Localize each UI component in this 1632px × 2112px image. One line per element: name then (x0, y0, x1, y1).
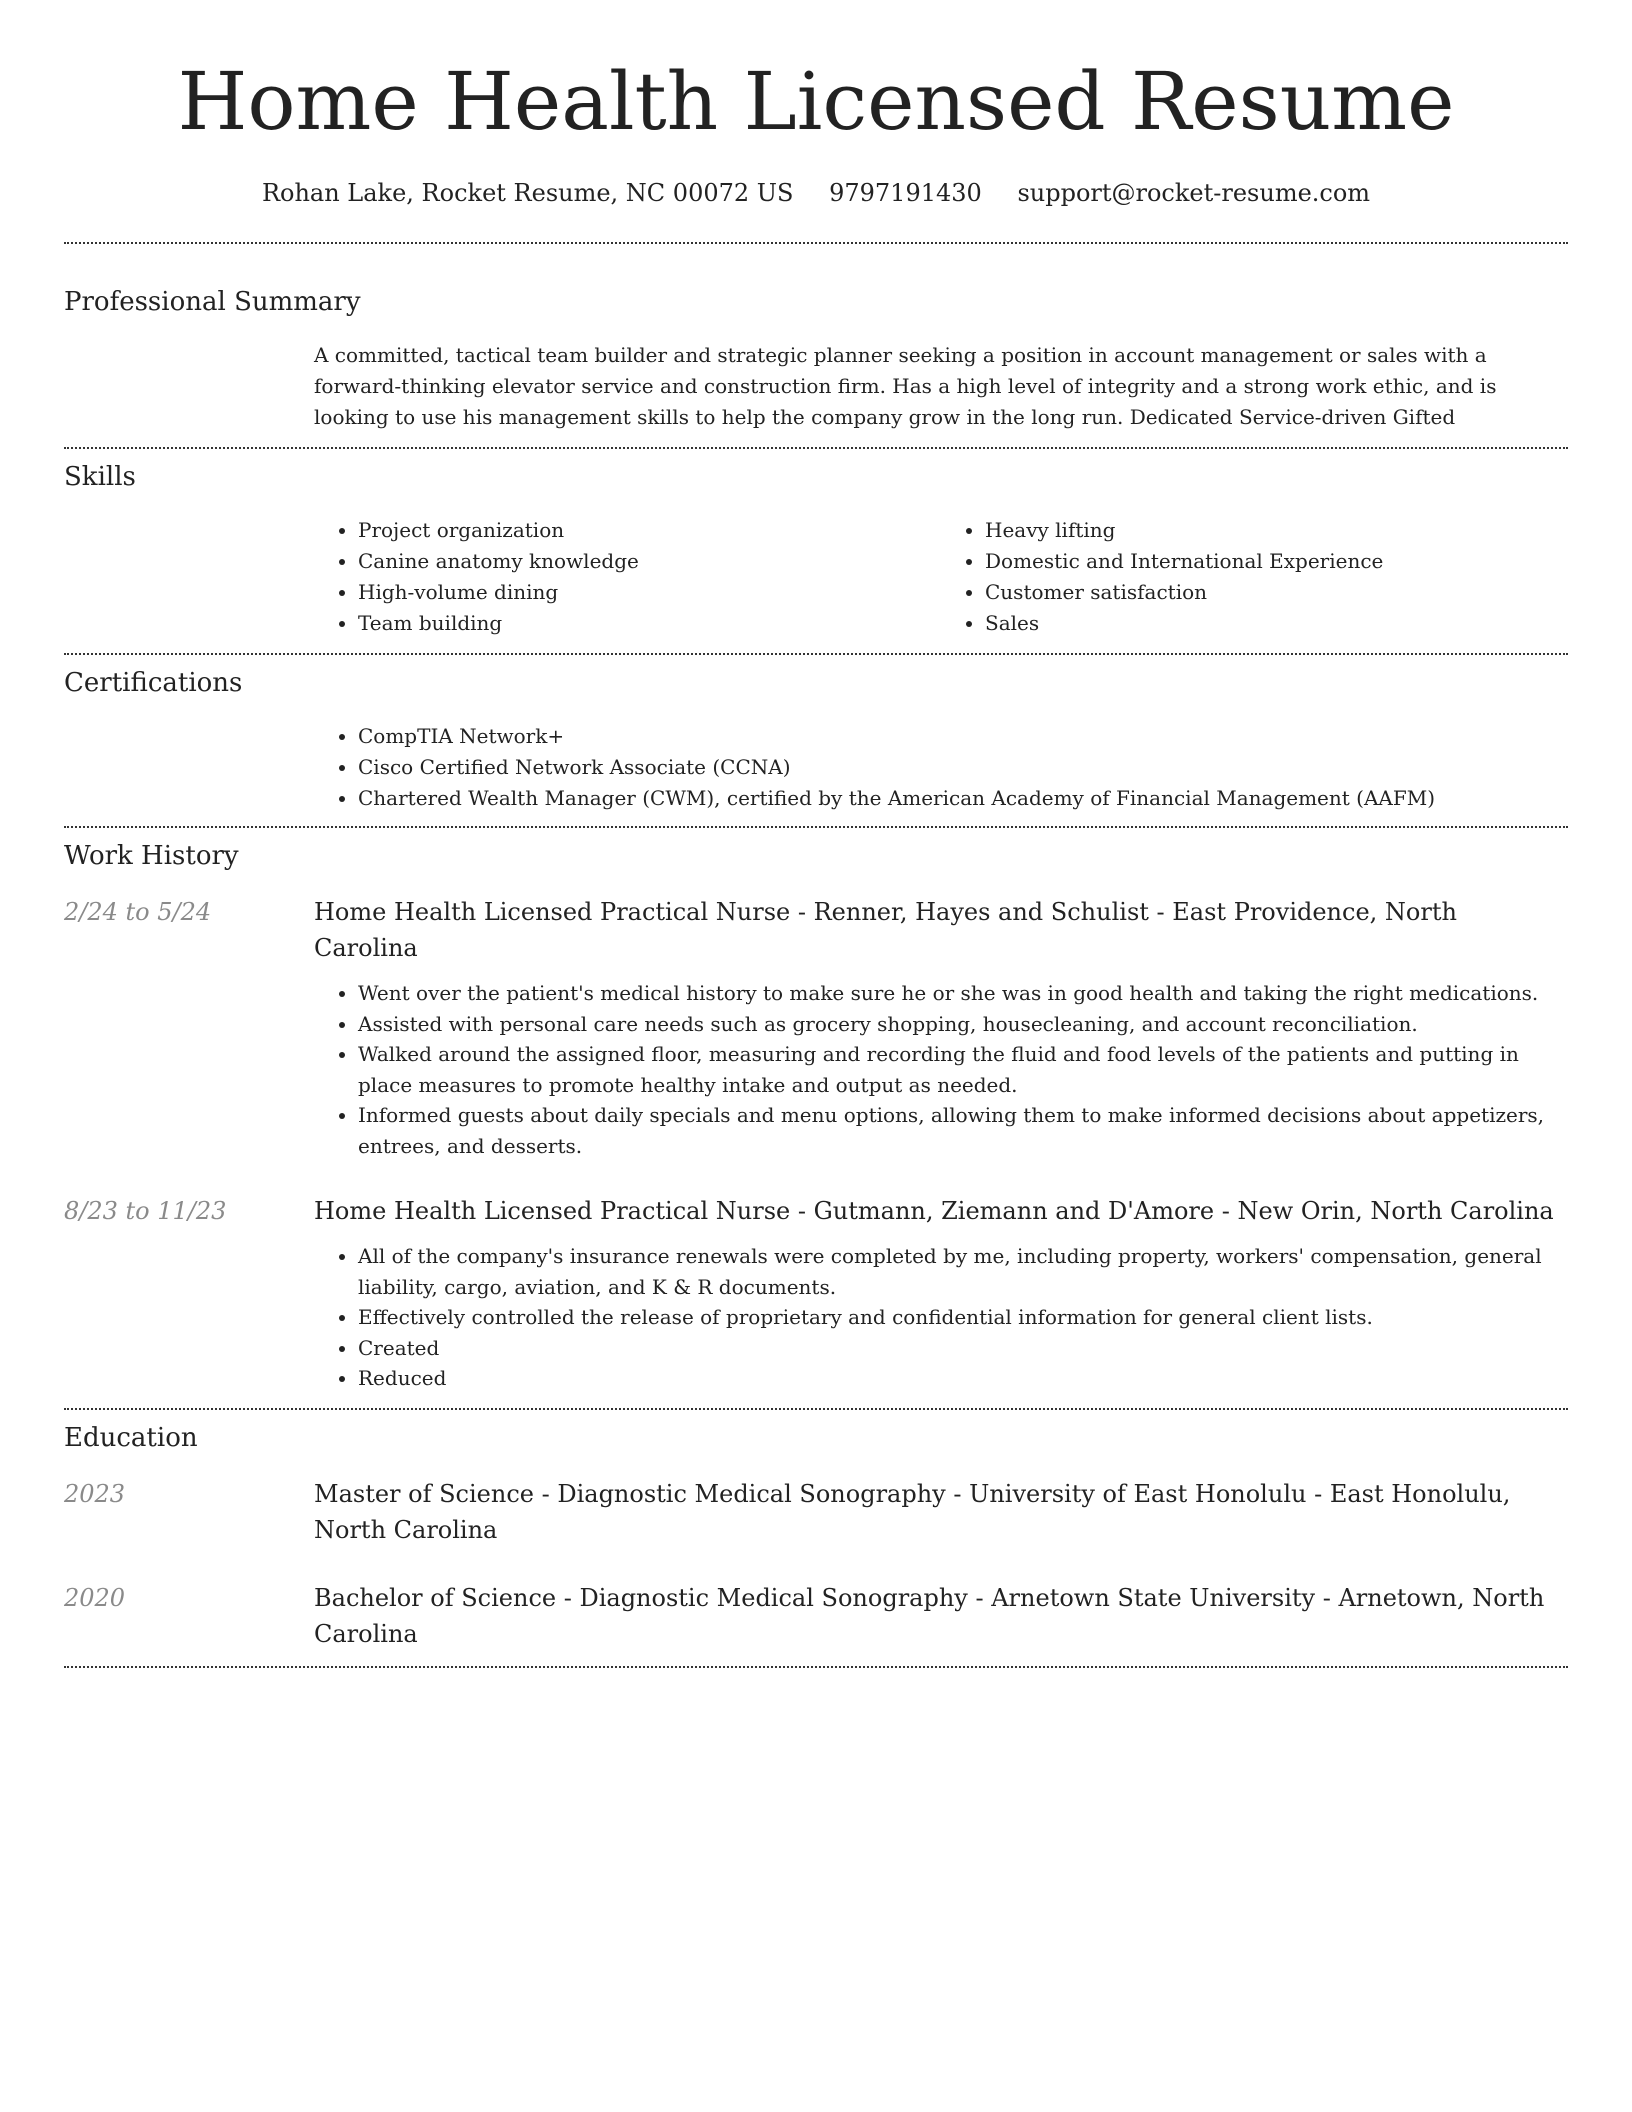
certifications-heading: Certifications (64, 668, 243, 698)
contact-email: support@rocket-resume.com (1017, 179, 1371, 207)
job-bullets (314, 978, 1568, 1161)
resume-title: Home Health Licensed Resume (177, 55, 1455, 148)
skills-heading: Skills (64, 462, 136, 492)
skills-grid (314, 515, 1568, 639)
summary-section (64, 244, 1568, 447)
education-year: 2023 (64, 1479, 126, 1508)
job-title: Home Health Licensed Practical Nurse - Renner, Hayes and Schulist - East Providence, North Carolina (314, 898, 1457, 962)
job-title: Home Health Licensed Practical Nurse - Gutmann, Ziemann and D'Amore - New Orin, North Carolina (314, 1197, 1554, 1225)
summary-heading: Professional Summary (64, 287, 361, 317)
job-details (314, 894, 1568, 1161)
job-bullet: • Reduced (358, 1363, 1568, 1394)
work-history-heading: Work History (64, 841, 239, 871)
contact-phone: 9797191430 (829, 179, 982, 207)
job-bullet: • Assisted with personal care needs such as grocery shopping, housecleaning, and account reconciliation. (358, 1009, 1568, 1040)
certification-item: • Chartered Wealth Manager (CWM), certified by the American Academy of Financial Management (AAFM) (358, 783, 1568, 814)
contact-address: Rohan Lake, Rocket Resume, NC 00072 US (261, 179, 794, 207)
skill-item: • Heavy lifting (985, 515, 1568, 546)
job-date: 8/23 to 11/23 (64, 1197, 227, 1225)
job-bullet: • Went over the patient's medical history to make sure he or she was in good health and taking the right medications. (358, 978, 1568, 1009)
education-degree: Master of Science - Diagnostic Medical Sonography - University of East Honolulu - East Honolulu, North Carolina (314, 1479, 1511, 1544)
certification-item: • Cisco Certified Network Associate (CCNA) (358, 752, 1568, 783)
job-bullet: • Walked around the assigned floor, measuring and recording the fluid and food levels of the patients and putting in place measures to promote healthy intake and output as needed. (358, 1039, 1568, 1100)
skill-item: • Project organization (358, 515, 941, 546)
job-details (314, 1193, 1568, 1394)
skill-item: • Customer satisfaction (985, 577, 1568, 608)
job-bullet: • Informed guests about daily specials and menu options, allowing them to make informed decisions about appetizers, entrees, and desserts. (358, 1100, 1568, 1161)
skill-item: • Sales (985, 608, 1568, 639)
education-section (64, 1410, 1568, 1666)
contact-line (64, 178, 1568, 208)
summary-text: A committed, tactical team builder and strategic planner seeking a position in account management or sales with a forward-thinking elevator service and construction firm. Has a high level of integrity and a strong work ethic, and is looking to use his management skills to help the company grow in the long run. Dedicated Service-driven Gifted (314, 343, 1497, 429)
certifications-body (314, 721, 1568, 814)
skills-list-left (314, 515, 941, 639)
skill-item: • Domestic and International Experience (985, 546, 1568, 577)
skills-section (64, 449, 1568, 653)
skill-item: • Canine anatomy knowledge (358, 546, 941, 577)
education-degree: Bachelor of Science - Diagnostic Medical Sonography - Arnetown State University - Arnetown, North Carolina (314, 1583, 1545, 1648)
certifications-list (314, 721, 1568, 814)
education-entry (64, 1476, 1568, 1548)
job-bullet: • All of the company's insurance renewals were completed by me, including property, workers' compensation, general liability, cargo, aviation, and K & R documents. (358, 1241, 1568, 1302)
job-bullet: • Created (358, 1333, 1568, 1364)
job-bullets (314, 1241, 1568, 1394)
job-date: 2/24 to 5/24 (64, 898, 212, 926)
education-year: 2020 (64, 1583, 126, 1612)
education-entry (64, 1580, 1568, 1652)
skill-item: • High-volume dining (358, 577, 941, 608)
job-entry (64, 894, 1568, 1161)
education-heading: Education (64, 1422, 198, 1453)
work-history-section (64, 828, 1568, 1408)
job-bullet: • Effectively controlled the release of proprietary and confidential information for general client lists. (358, 1302, 1568, 1333)
skills-list-right (941, 515, 1568, 639)
certification-item: • CompTIA Network+ (358, 721, 1568, 752)
section-divider (64, 1666, 1568, 1668)
certifications-section (64, 655, 1568, 826)
skill-item: • Team building (358, 608, 941, 639)
job-entry (64, 1193, 1568, 1394)
